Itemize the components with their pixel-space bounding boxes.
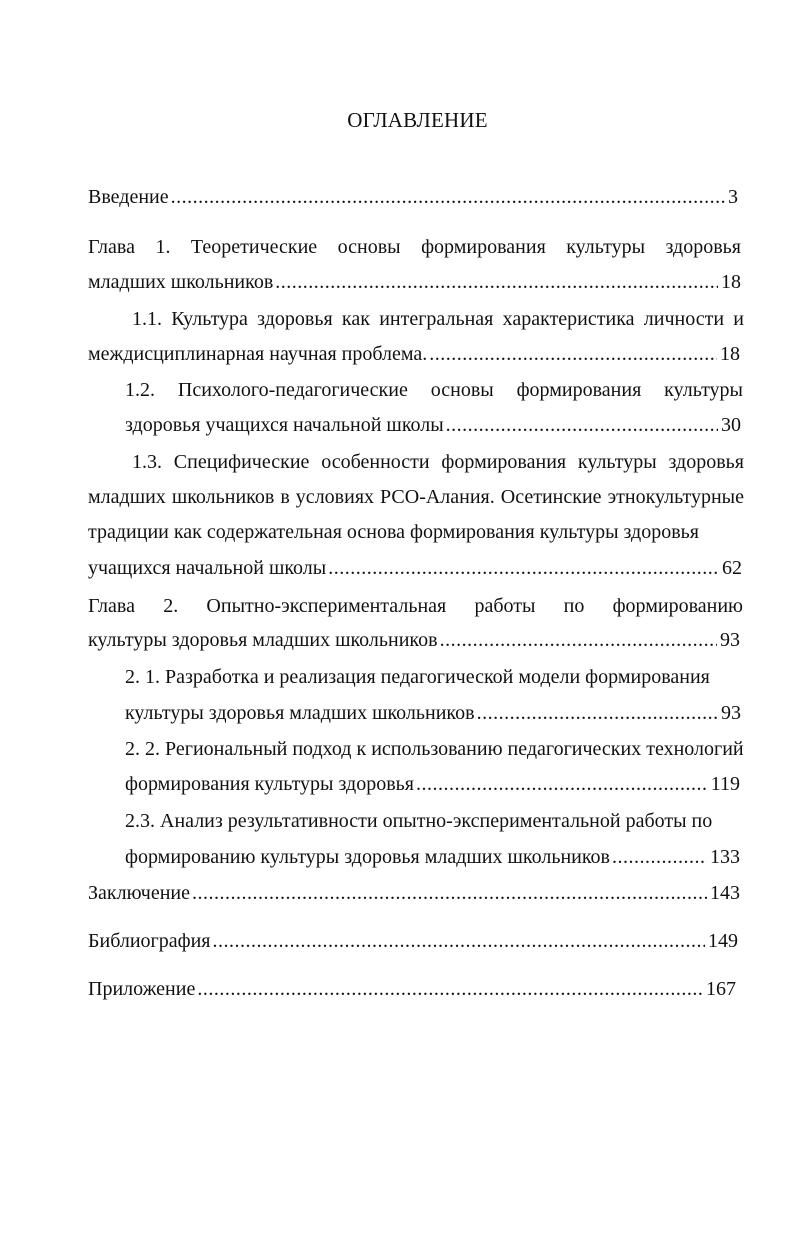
toc-chapter-1-line-1: Глава 1. Теоретические основы формирования культуры здоровья bbox=[88, 236, 741, 258]
toc-section-1-3-line-1: 1.3. Специфические особенности формирования культуры здоровья bbox=[132, 451, 744, 473]
toc-leader-dots bbox=[275, 269, 718, 295]
toc-page-number: 133 bbox=[710, 846, 740, 868]
toc-leader-dots bbox=[429, 341, 717, 367]
toc-entry-text: формированию культуры здоровья младших школьников bbox=[125, 846, 610, 868]
toc-page-number: 149 bbox=[708, 930, 738, 952]
toc-page-number: 167 bbox=[706, 978, 736, 1000]
toc-leader-dots bbox=[197, 976, 703, 1002]
toc-entry-text: здоровья учащихся начальной школы bbox=[125, 414, 444, 436]
toc-page-number: 119 bbox=[710, 773, 740, 795]
toc-section-1-2-line-1: 1.2. Психолого-педагогические основы формирования культуры bbox=[125, 379, 743, 401]
toc-chapter-2-line-1: Глава 2. Опытно-экспериментальная работы по формированию bbox=[88, 595, 743, 617]
toc-leader-dots bbox=[446, 412, 718, 438]
toc-leader-dots bbox=[171, 184, 725, 210]
toc-page-number: 18 bbox=[721, 271, 741, 293]
toc-section-2-1-line-1: 2. 1. Разработка и реализация педагогической модели формирования bbox=[125, 666, 710, 688]
toc-leader-dots bbox=[477, 700, 718, 726]
toc-entry-text: Приложение bbox=[88, 978, 196, 1000]
toc-leader-dots bbox=[328, 555, 719, 581]
toc-section-2-2-line-2 bbox=[125, 771, 740, 797]
toc-page-number: 93 bbox=[721, 702, 741, 724]
toc-section-1-3-line-2: младших школьников в условиях РСО-Алания. Осетинские этнокультурные bbox=[88, 486, 744, 508]
toc-entry-text: Библиография bbox=[88, 930, 211, 952]
toc-entry-conclusion bbox=[88, 880, 740, 906]
toc-page-number: 143 bbox=[710, 882, 740, 904]
toc-entry-text: Заключение bbox=[88, 882, 190, 904]
toc-leader-dots bbox=[416, 771, 708, 797]
toc-entry-text: формирования культуры здоровья bbox=[125, 773, 414, 795]
toc-entry-intro bbox=[88, 184, 738, 210]
toc-entry-text: младших школьников bbox=[88, 271, 274, 293]
toc-leader-dots bbox=[440, 627, 717, 653]
toc-chapter-2-line-2 bbox=[88, 627, 740, 653]
toc-leader-dots bbox=[192, 880, 707, 906]
toc-entry-bibliography bbox=[88, 928, 738, 954]
toc-entry-text: культуры здоровья младших школьников bbox=[125, 702, 475, 724]
toc-section-1-2-line-2 bbox=[125, 412, 741, 438]
toc-section-1-3-line-4 bbox=[88, 555, 742, 581]
toc-leader-dots bbox=[213, 928, 706, 954]
toc-entry-text: Введение bbox=[88, 186, 169, 208]
toc-leader-dots bbox=[612, 844, 707, 870]
page-title: ОГЛАВЛЕНИЕ bbox=[347, 108, 488, 132]
toc-section-2-3-line-2 bbox=[125, 844, 740, 870]
toc-page-number: 62 bbox=[722, 557, 742, 579]
toc-page-number: 93 bbox=[720, 629, 740, 651]
toc-entry-text: культуры здоровья младших школьников bbox=[88, 629, 438, 651]
toc-entry-text: междисциплинарная научная проблема. bbox=[88, 343, 428, 365]
toc-section-2-3-line-1: 2.3. Анализ результативности опытно-экспериментальной работы по bbox=[125, 810, 713, 832]
toc-entry-text: учащихся начальной школы bbox=[88, 557, 327, 579]
toc-page-number: 30 bbox=[721, 414, 741, 436]
toc-chapter-1-line-2 bbox=[88, 269, 741, 295]
toc-entry-appendix bbox=[88, 976, 736, 1002]
toc-section-1-3-line-3: традиции как содержательная основа формирования культуры здоровья bbox=[88, 521, 699, 543]
toc-page-number: 18 bbox=[720, 343, 740, 365]
toc-page-number: 3 bbox=[728, 186, 738, 208]
toc-section-1-1-line-2 bbox=[88, 341, 740, 367]
toc-section-1-1-line-1: 1.1. Культура здоровья как интегральная характеристика личности и bbox=[132, 308, 744, 330]
toc-section-2-1-line-2 bbox=[125, 700, 741, 726]
toc-section-2-2-line-1: 2. 2. Региональный подход к использованию педагогических технологий bbox=[125, 738, 744, 760]
